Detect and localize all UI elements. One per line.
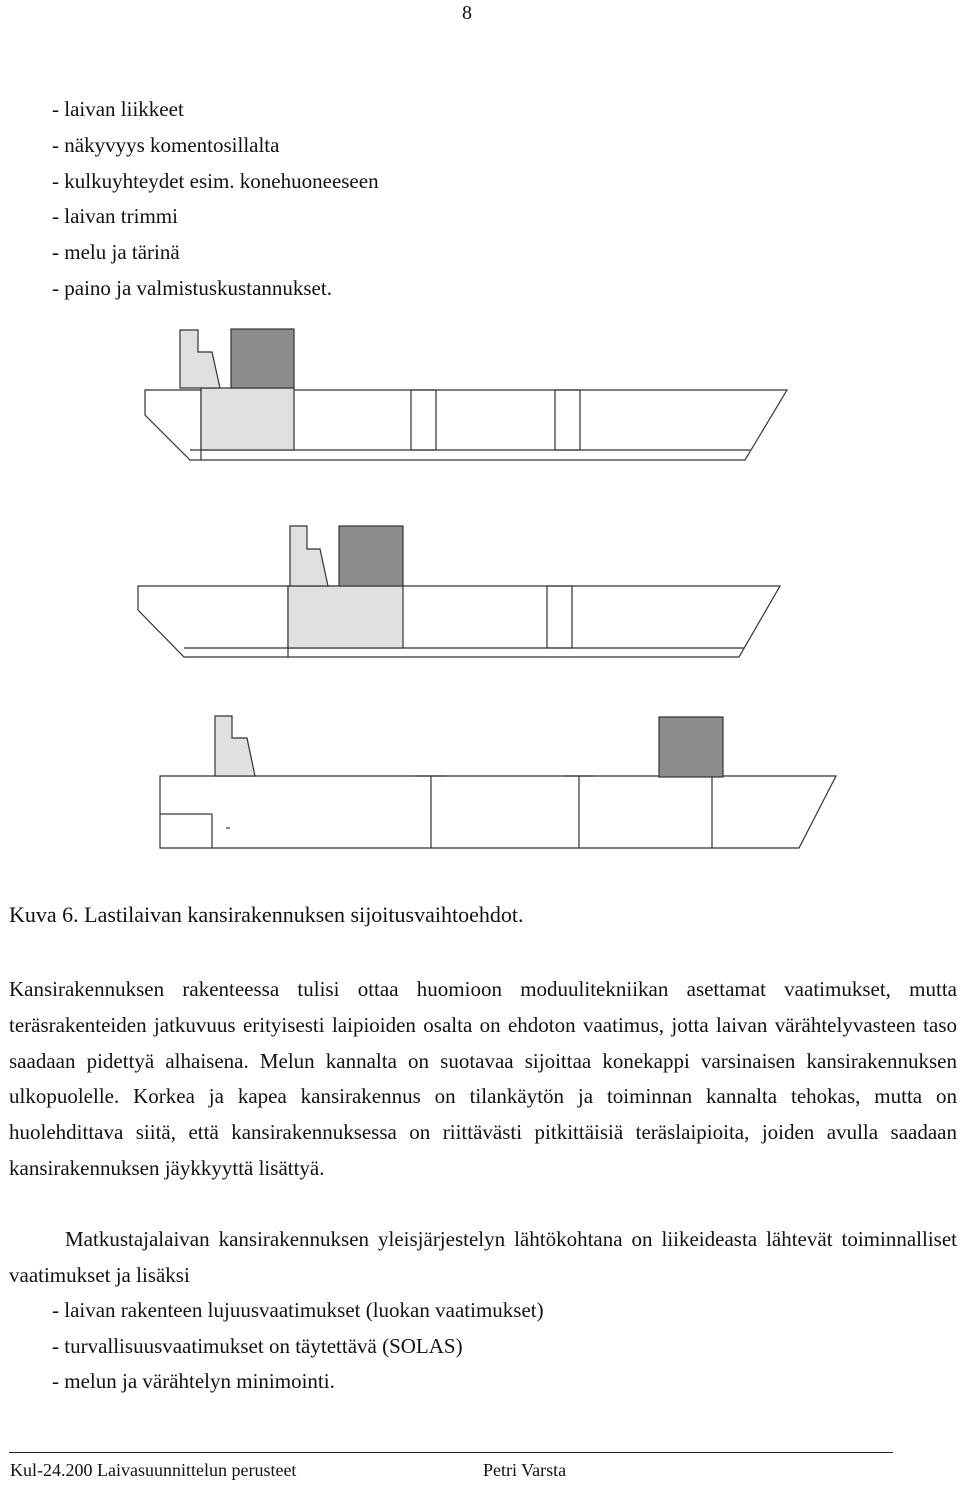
ship-profile-mid <box>138 526 780 657</box>
crane-post <box>555 390 580 450</box>
list-item: - melun ja värähtelyn minimointi. <box>52 1369 335 1394</box>
bridge-block <box>659 717 723 777</box>
footer-divider <box>9 1452 893 1453</box>
ship-profile-aft <box>145 329 787 460</box>
figure-caption: Kuva 6. Lastilaivan kansirakennuksen sijoitusvaihtoehdot. <box>9 902 524 927</box>
bridge-block <box>231 329 294 388</box>
footer-course: Kul-24.200 Laivasuunnittelun perusteet <box>10 1460 297 1480</box>
funnel <box>180 330 220 388</box>
hull-outline <box>160 776 836 848</box>
ship-profile-forward <box>160 716 836 848</box>
list-item: - laivan liikkeet <box>52 97 184 121</box>
list-item: - turvallisuusvaatimukset on täytettävä (SOLAS) <box>52 1333 463 1358</box>
footer-author: Petri Varsta <box>483 1460 567 1480</box>
crane-post <box>411 390 436 450</box>
bridge-block <box>339 526 403 586</box>
page-number: 8 <box>462 2 472 24</box>
crane-post <box>547 586 572 648</box>
list-item: - kulkuyhteydet esim. konehuoneeseen <box>52 168 379 193</box>
list-item: - paino ja valmistuskustannukset. <box>52 275 332 300</box>
requirements-list <box>52 1293 544 1400</box>
deckhouse <box>288 586 403 648</box>
funnel <box>290 526 328 586</box>
list-item: - laivan trimmi <box>52 204 178 229</box>
deckhouse <box>201 388 294 450</box>
hull-outline <box>138 586 780 657</box>
list-item: - laivan rakenteen lujuusvaatimukset (luokan vaatimukset) <box>52 1298 544 1322</box>
list-item: - näkyvyys komentosillalta <box>52 132 280 157</box>
list-item: - melu ja tärinä <box>52 240 180 265</box>
body-paragraph: Matkustajalaivan kansirakennuksen yleisjärjestelyn lähtökohtana on liikeideasta lähtevät toiminnalliset vaatimukset ja lisäksi <box>9 1227 957 1287</box>
funnel <box>215 716 255 776</box>
body-paragraph: Kansirakennuksen rakenteessa tulisi ottaa huomioon moduulitekniikan asettamat vaatimukset, mutta teräsrakenteiden jatkuvuus erityisesti laipioiden osalta on ehdoton vaatimus, jotta laivan värähtelyvasteen taso saadaan pidettyä alhaisena. Melun kannalta on suotavaa sijoittaa konekappi varsinaisen kansirakennuksen ulkopuolelle. Korkea ja kapea kansirakennus on tilankäytön ja toiminnan kannalta tehokas, mutta on huolehdittava siitä, että kansirakennuksessa on riittävästi pitkittäisiä teräslaipioita, joiden avulla saadaan kansirakennuksen jäykkyyttä lisättyä. <box>9 977 957 1180</box>
